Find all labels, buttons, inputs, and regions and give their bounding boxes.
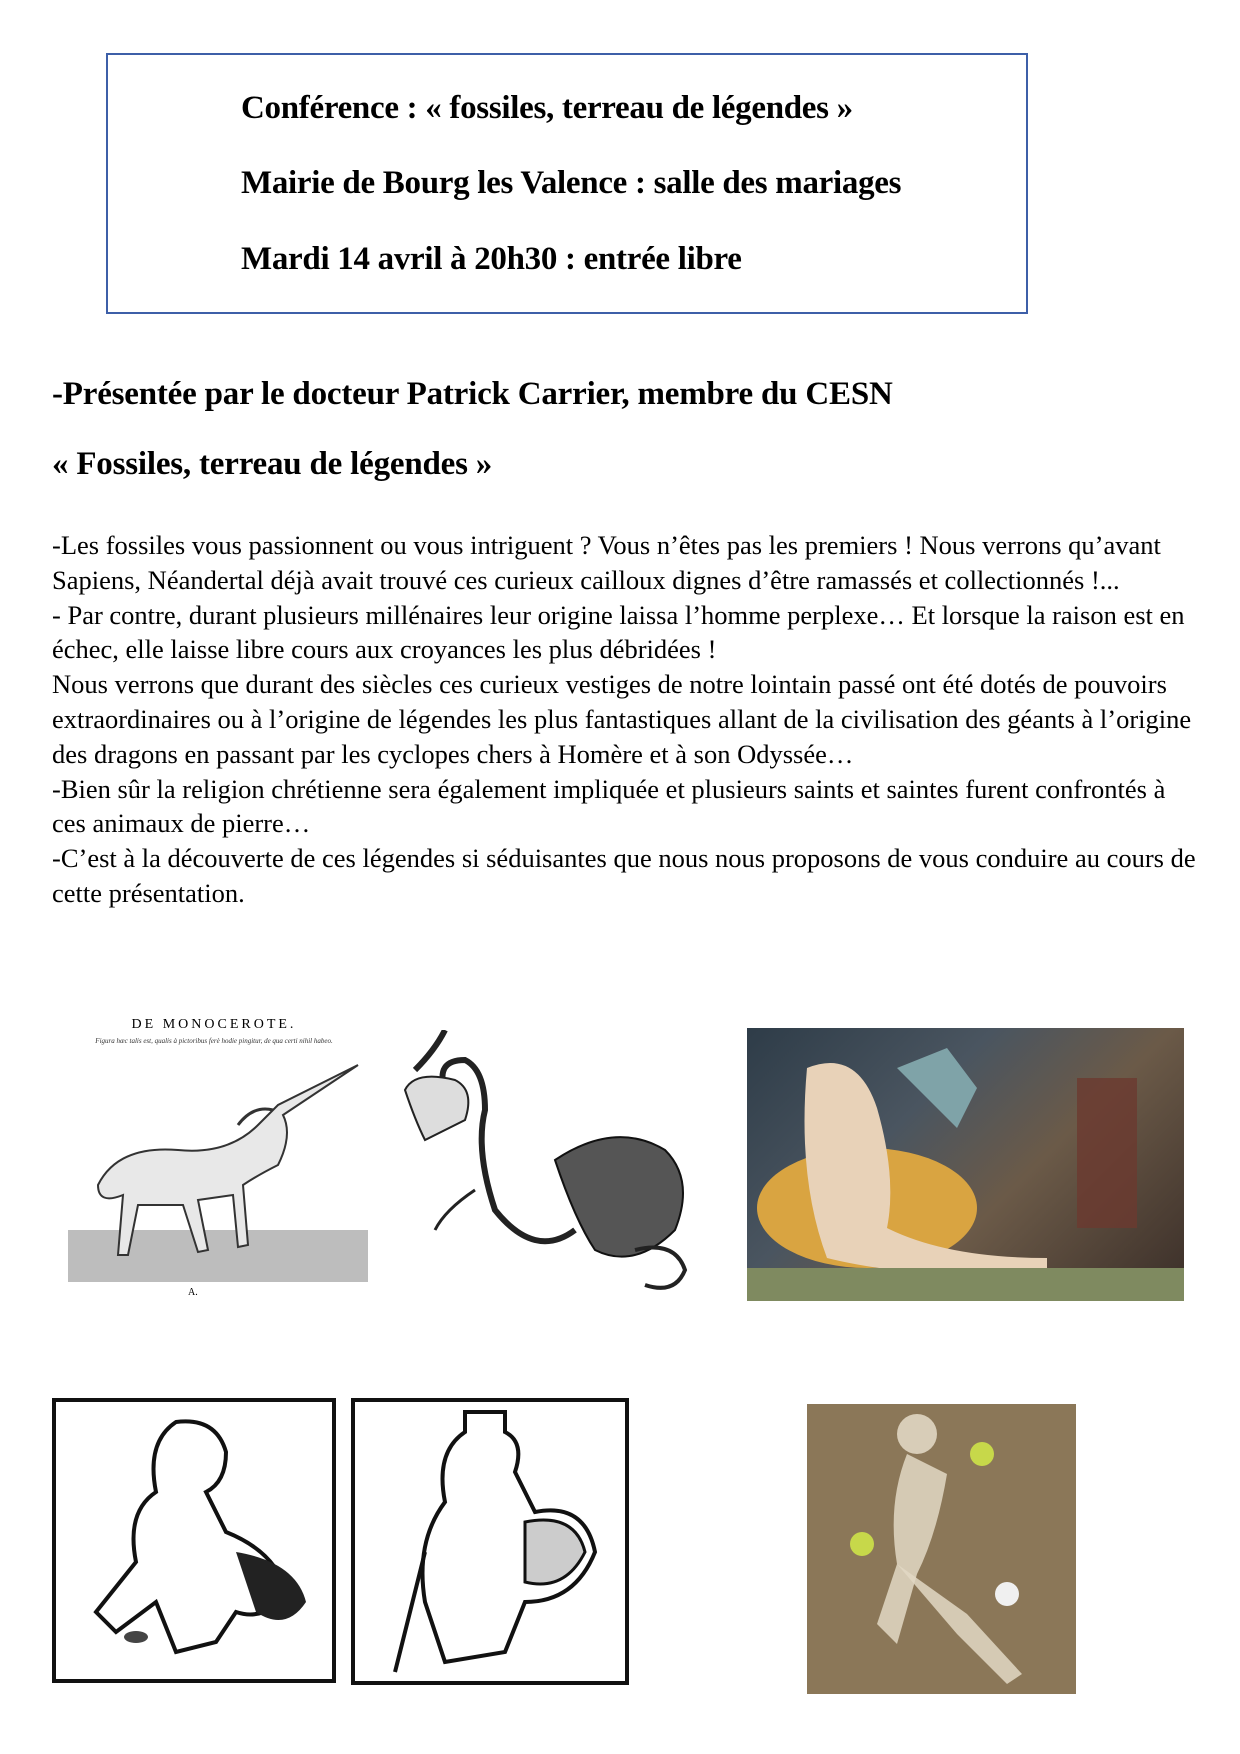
svg-text:A.: A. — [188, 1287, 198, 1298]
unicorn-icon — [58, 1015, 370, 1300]
paragraph: -C’est à la découverte de ces légendes si séduisantes que nous nous proposons de vous conduire au cours de cette présentation. — [52, 843, 1196, 908]
paragraph: -Les fossiles vous passionnent ou vous intriguent ? Vous n’êtes pas les premiers ! Nous verrons qu’avant Sapiens, Néandertal déjà avait trouvé ces curieux cailloux dignes d’être ramassés et collectionnés !... — [52, 530, 1161, 595]
woodcut-right-image — [351, 1398, 629, 1685]
paragraph: -Bien sûr la religion chrétienne sera également impliquée et plusieurs saints et saintes furent confrontés à ces animaux de pierre… — [52, 773, 1166, 839]
dragon-woodcut-image — [375, 1030, 705, 1305]
presenter-line: -Présentée par le docteur Patrick Carrier, membre du CESN — [52, 376, 893, 412]
woodcut-figures-icon — [355, 1402, 625, 1681]
venue: Mairie de Bourg les Valence : salle des mariages — [241, 165, 902, 201]
date-time: Mardi 14 avril à 20h30 : entrée libre — [241, 241, 742, 277]
cyclops-painting-image — [747, 1028, 1184, 1301]
header-box — [106, 53, 1028, 314]
unicorn-caption-title: DE MONOCEROTE. — [131, 1017, 297, 1032]
cyclops-icon — [747, 1028, 1184, 1301]
unicorn-woodcut-image — [58, 1015, 370, 1300]
woodcut-figure-icon — [56, 1402, 332, 1679]
giant-skeleton-photo — [807, 1404, 1076, 1694]
paragraph: Nous verrons que durant des siècles ces curieux vestiges de notre lointain passé ont été dotés de pouvoirs extraordinaires ou à l’origine de légendes les plus fantastiques allant de la civilisation des géants à l’origine des dragons en passant par les cyclopes chers à Homère et à son Odyssée… — [52, 669, 1192, 769]
unicorn-caption-sub: Figura hæc talis est, qualis à pictoribus ferè hodie pingitur, de qua certi nihil habeo. — [95, 1037, 333, 1045]
woodcut-left-image — [52, 1398, 336, 1683]
section-title: « Fossiles, terreau de légendes » — [52, 446, 493, 482]
body-text — [52, 528, 1202, 911]
paragraph: - Par contre, durant plusieurs millénaires leur origine laissa l’homme perplexe… Et lorsque la raison est en échec, elle laisse libre cours aux croyances les plus débridées ! — [52, 599, 1185, 665]
dragon-icon — [375, 1030, 705, 1305]
skeleton-icon — [807, 1404, 1076, 1694]
conference-title: Conférence : « fossiles, terreau de légendes » — [241, 90, 853, 126]
